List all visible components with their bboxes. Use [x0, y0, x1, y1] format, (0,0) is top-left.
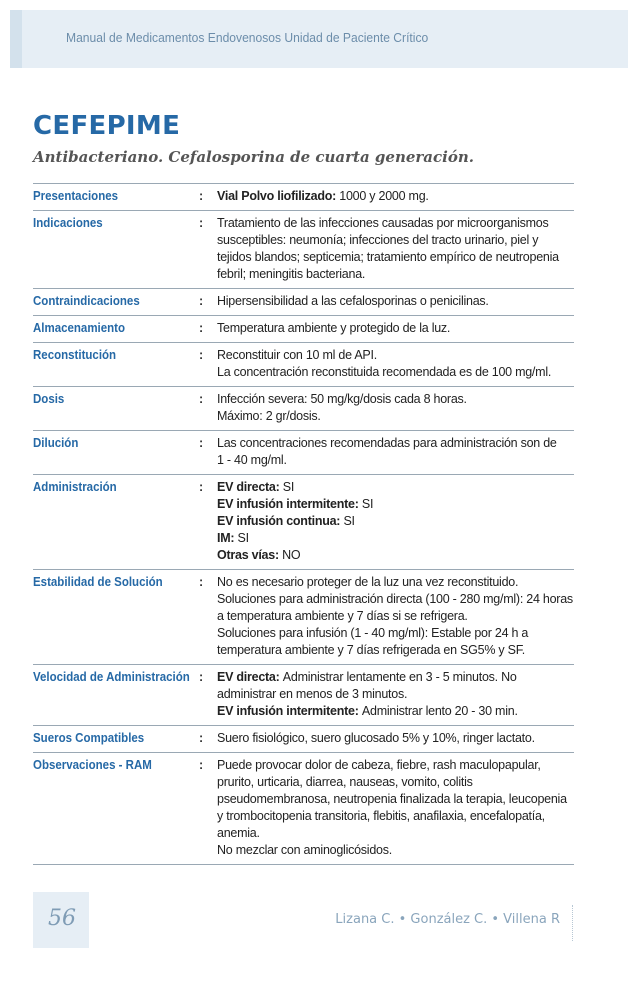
value-line	[217, 574, 574, 591]
value-text: Puede provocar dolor de cabeza, fiebre, rash maculopapular,	[217, 758, 541, 772]
drug-name: CEFEPIME	[33, 111, 181, 141]
row-value	[217, 215, 574, 283]
value-text: Máximo: 2 gr/dosis.	[217, 409, 321, 423]
value-bold-label: Vial Polvo liofilizado:	[217, 189, 340, 203]
table-row	[33, 665, 574, 726]
row-label: Indicaciones	[33, 216, 103, 230]
value-line	[217, 435, 574, 452]
value-line	[217, 391, 574, 408]
row-value	[217, 757, 574, 859]
value-text: febril; meningitis bacteriana.	[217, 267, 366, 281]
value-line	[217, 513, 574, 530]
value-text: 1000 y 2000 mg.	[339, 189, 429, 203]
table-row	[33, 184, 574, 211]
value-line	[217, 774, 574, 791]
row-separator: :	[199, 731, 204, 745]
value-text: Las concentraciones recomendadas para administración son de	[217, 436, 557, 450]
value-text: Tratamiento de las infecciones causadas por microorganismos	[217, 216, 549, 230]
row-separator: :	[199, 294, 204, 308]
row-label: Sueros Compatibles	[33, 731, 145, 745]
value-line	[217, 266, 574, 283]
value-line	[217, 757, 574, 774]
row-label: Contraindicaciones	[33, 294, 140, 308]
value-text: Administrar lento 20 - 30 min.	[361, 704, 518, 718]
value-text: temperatura ambiente y 7 días refrigerada en SG5% y SF.	[217, 643, 525, 657]
value-line	[217, 791, 574, 808]
value-line	[217, 703, 574, 720]
value-line	[217, 842, 574, 859]
value-line	[217, 232, 574, 249]
table-row	[33, 431, 574, 475]
value-text: Reconstituir con 10 ml de API.	[217, 348, 377, 362]
value-line	[217, 188, 574, 205]
table-row	[33, 753, 574, 865]
row-label: Presentaciones	[33, 189, 119, 203]
value-text: administrar en menos de 3 minutos.	[217, 687, 408, 701]
value-line	[217, 364, 574, 381]
value-text: prurito, urticaria, diarrea, nauseas, vomito, colitis	[217, 775, 473, 789]
value-bold-label: IM:	[217, 531, 238, 545]
row-separator: :	[199, 216, 204, 230]
table-row	[33, 316, 574, 343]
row-separator: :	[199, 321, 204, 335]
value-line	[217, 496, 574, 513]
row-label: Velocidad de Administración	[33, 670, 190, 684]
value-line	[217, 408, 574, 425]
table-row	[33, 570, 574, 665]
row-separator: :	[199, 575, 204, 589]
value-bold-label: EV directa:	[217, 480, 283, 494]
row-label: Dosis	[33, 392, 65, 406]
value-line	[217, 669, 574, 686]
table-row	[33, 289, 574, 316]
value-line	[217, 347, 574, 364]
row-separator: :	[199, 758, 204, 772]
value-line	[217, 293, 574, 310]
row-label: Reconstitución	[33, 348, 117, 362]
footer-divider	[572, 905, 573, 941]
value-text: Suero fisiológico, suero glucosado 5% y 10%, ringer lactato.	[217, 731, 535, 745]
value-text: No mezclar con aminoglicósidos.	[217, 843, 392, 857]
row-value	[217, 669, 574, 720]
value-text: anemia.	[217, 826, 260, 840]
value-bold-label: Otras vías:	[217, 548, 283, 562]
value-bold-label: EV infusión intermitente:	[217, 704, 362, 718]
row-label: Almacenamiento	[33, 321, 126, 335]
value-line	[217, 730, 574, 747]
value-line	[217, 808, 574, 825]
row-label: Observaciones - RAM	[33, 758, 152, 772]
value-text: a temperatura ambiente y 7 días si se refrigera.	[217, 609, 468, 623]
value-text: No es necesario proteger de la luz una vez reconstituido.	[217, 575, 519, 589]
value-line	[217, 215, 574, 232]
value-text: Soluciones para infusión (1 - 40 mg/ml): Estable por 24 h a	[217, 626, 529, 640]
value-bold-label: EV directa:	[217, 670, 283, 684]
row-value	[217, 574, 574, 659]
row-separator: :	[199, 480, 204, 494]
value-line	[217, 686, 574, 703]
row-value	[217, 730, 574, 747]
row-value	[217, 320, 574, 337]
value-line	[217, 608, 574, 625]
row-value	[217, 347, 574, 381]
value-text: SI	[343, 514, 355, 528]
value-line	[217, 625, 574, 642]
header-accent	[10, 10, 22, 68]
footer-authors: Lizana C. • González C. • Villena R	[335, 912, 560, 927]
value-text: tejidos blandos; septicemia; tratamiento empírico de neutropenia	[217, 250, 559, 264]
row-label: Estabilidad de Solución	[33, 575, 163, 589]
value-line	[217, 320, 574, 337]
header-title: Manual de Medicamentos Endovenosos Unidad de Paciente Crítico	[66, 30, 429, 45]
value-bold-label: EV infusión continua:	[217, 514, 344, 528]
value-line	[217, 452, 574, 469]
value-line	[217, 591, 574, 608]
row-label: Dilución	[33, 436, 79, 450]
row-separator: :	[199, 392, 204, 406]
value-text: La concentración reconstituida recomendada es de 100 mg/ml.	[217, 365, 552, 379]
table-row	[33, 475, 574, 570]
row-separator: :	[199, 348, 204, 362]
table-row	[33, 387, 574, 431]
value-text: NO	[282, 548, 301, 562]
value-line	[217, 825, 574, 842]
table-row	[33, 726, 574, 753]
row-value	[217, 293, 574, 310]
value-line	[217, 642, 574, 659]
value-text: Soluciones para administración directa (100 - 280 mg/ml): 24 horas	[217, 592, 573, 606]
table-row	[33, 343, 574, 387]
value-text: Infección severa: 50 mg/kg/dosis cada 8 horas.	[217, 392, 467, 406]
row-label: Administración	[33, 480, 117, 494]
row-separator: :	[199, 670, 204, 684]
drug-subtitle: Antibacteriano. Cefalosporina de cuarta generación.	[33, 148, 474, 166]
value-text: Administrar lentamente en 3 - 5 minutos. No	[282, 670, 517, 684]
row-value	[217, 479, 574, 564]
value-text: SI	[361, 497, 374, 511]
value-text: susceptibles: neumonía; infecciones del tracto urinario, piel y	[217, 233, 539, 247]
value-text: Hipersensibilidad a las cefalosporinas o penicilinas.	[217, 294, 489, 308]
table-row	[33, 211, 574, 289]
value-bold-label: EV infusión intermitente:	[217, 497, 362, 511]
page-number: 56	[48, 906, 76, 931]
row-value	[217, 435, 574, 469]
value-line	[217, 530, 574, 547]
value-text: SI	[282, 480, 295, 494]
drug-info-table	[33, 183, 574, 865]
value-text: pseudomembranosa, neutropenia finalizada la terapia, leucopenia	[217, 792, 567, 806]
value-line	[217, 249, 574, 266]
row-value	[217, 188, 574, 205]
value-text: y trombocitopenia transitoria, flebitis, anafilaxia, encefalopatía,	[217, 809, 545, 823]
row-separator: :	[199, 436, 204, 450]
value-text: 1 - 40 mg/ml.	[217, 453, 287, 467]
row-separator: :	[199, 189, 204, 203]
value-line	[217, 547, 574, 564]
row-value	[217, 391, 574, 425]
value-text: SI	[237, 531, 249, 545]
value-text: Temperatura ambiente y protegido de la luz.	[217, 321, 451, 335]
value-line	[217, 479, 574, 496]
